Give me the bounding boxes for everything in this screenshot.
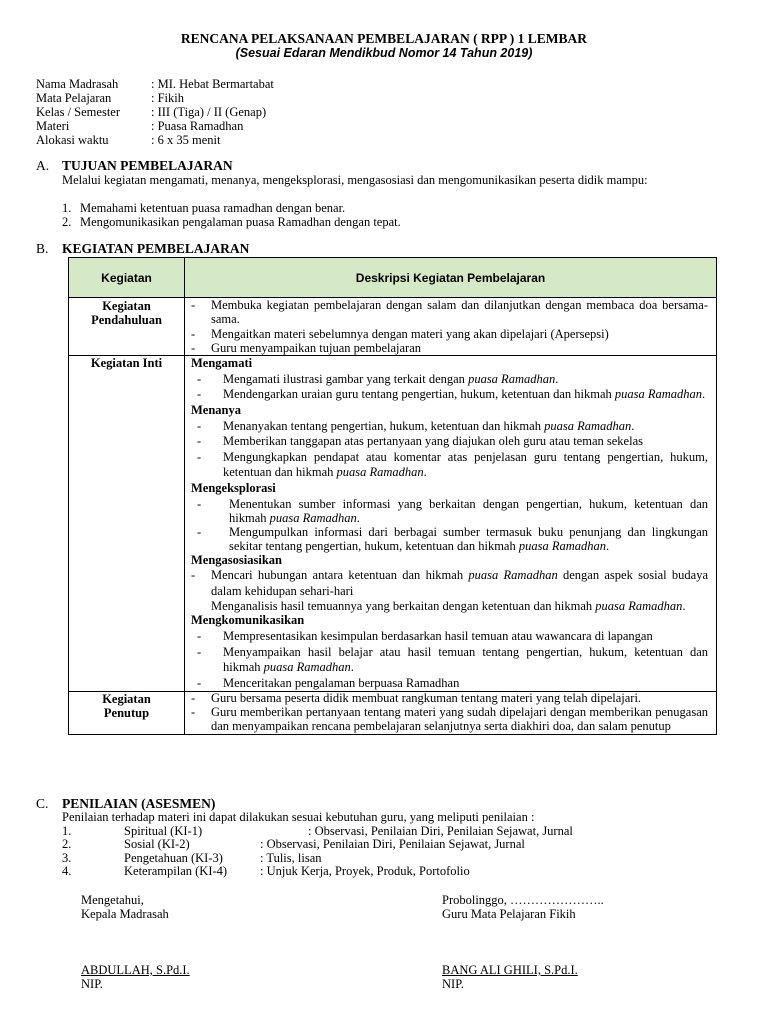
- header-kegiatan: Kegiatan: [69, 258, 185, 298]
- item-text: Guru bersama peserta didik membuat rangkuman tentang materi yang telah dipelajari.: [211, 691, 642, 706]
- row-label-line: Pendahuluan: [91, 313, 162, 327]
- table-row: [69, 356, 717, 692]
- list-item: [62, 215, 401, 229]
- row-desc-penutup: [185, 692, 717, 734]
- assessment-label: Pengetahuan (KI-3): [124, 850, 223, 865]
- section-b-heading: [36, 241, 249, 257]
- dash: -: [197, 524, 202, 539]
- info-row: [36, 91, 274, 105]
- list-item: [191, 676, 708, 692]
- row-label-line: Kegiatan: [102, 299, 151, 313]
- item-text: Menceritakan pengalaman berpuasa Ramadhan: [223, 675, 460, 690]
- section-letter: C.: [36, 796, 49, 811]
- row-label-pendahuluan: [69, 298, 185, 356]
- signature-left-name-block: [81, 963, 190, 991]
- signature-left: [81, 893, 169, 921]
- document-subtitle: (Sesuai Edaran Mendikbud Nomor 14 Tahun 2019): [235, 46, 533, 60]
- item-text: Membuka kegiatan pembelajaran dengan salam dan dilanjutkan dengan membaca doa bersama-sama.: [211, 298, 708, 327]
- list-item: [191, 387, 708, 403]
- item-text: Memberikan tanggapan atas pertanyaan yang diajukan oleh guru atau teman sekelas: [223, 434, 643, 449]
- info-label: Mata Pelajaran: [36, 91, 112, 105]
- subheading-mengeksplorasi: Mengeksplorasi: [191, 480, 276, 495]
- info-row: [36, 119, 274, 133]
- dash: -: [197, 387, 202, 402]
- list-item: [191, 497, 708, 525]
- dash: -: [197, 371, 202, 386]
- header-deskripsi: Deskripsi Kegiatan Pembelajaran: [185, 258, 717, 298]
- item-number: 2.: [62, 215, 72, 229]
- info-row: [36, 133, 274, 147]
- info-value: : Puasa Ramadhan: [151, 119, 244, 133]
- item-text: Menanyakan tentang pengertian, hukum, ketentuan dan hikmah puasa Ramadhan.: [223, 418, 635, 433]
- assessment-value: : Observasi, Penilaian Diri, Penilaian Sejawat, Jurnal: [308, 823, 573, 838]
- table-header-row: [69, 258, 717, 298]
- assessment-value: : Observasi, Penilaian Diri, Penilaian Sejawat, Jurnal: [260, 837, 525, 851]
- dash: -: [197, 434, 202, 449]
- section-a-heading: [36, 158, 233, 174]
- item-number: 1.: [62, 201, 72, 215]
- list-item: [191, 568, 708, 599]
- section-a-intro: Melalui kegiatan mengamati, menanya, mengeksplorasi, mengasosiasi dan mengomunikasikan peserta didik mampu:: [62, 173, 648, 187]
- assessment-intro: Penilaian terhadap materi ini dapat dilakukan sesuai kebutuhan guru, yang meliputi penilaian :: [62, 810, 535, 824]
- item-text: Menentukan sumber informasi yang berkaitan dengan pengertian, hukum, ketentuan dan hikmah puasa Ramadhan.: [229, 496, 708, 525]
- assessment-row: [62, 865, 573, 879]
- dash: -: [191, 705, 196, 720]
- list-item: [191, 419, 708, 435]
- info-value: : III (Tiga) / II (Genap): [151, 105, 267, 119]
- row-label-inti: Kegiatan Inti: [69, 356, 185, 692]
- info-label: Materi: [36, 119, 70, 133]
- signature-nip: NIP.: [81, 977, 103, 991]
- item-text: Mengaitkan materi sebelumnya dengan materi yang akan dipelajari (Apersepsi): [211, 326, 609, 341]
- dash: -: [197, 644, 202, 659]
- list-item: [191, 525, 708, 553]
- signature-name: ABDULLAH, S.Pd.I.: [81, 963, 190, 977]
- item-number: 1.: [62, 823, 72, 838]
- info-value: : MI. Hebat Bermartabat: [151, 77, 274, 91]
- item-number: 2.: [62, 837, 72, 851]
- signature-right: [442, 893, 604, 921]
- table-row: [69, 692, 717, 734]
- subheading-menanya: Menanya: [191, 402, 241, 417]
- assessment-row: [62, 825, 573, 839]
- subheading-mengasosiasikan: Mengasosiasikan: [191, 552, 282, 567]
- list-item: [191, 327, 708, 341]
- assessment-label: Spiritual (KI-1): [124, 823, 203, 838]
- assessment-row: [62, 852, 573, 866]
- subheading-mengamati: Mengamati: [191, 356, 253, 371]
- item-text: Guru memberikan pertanyaan tentang materi yang sudah dipelajari dengan memberikan penugasan dan menyampaikan rencana pembelajaran selanjutnya serta diakhiri doa, dan salam penutup: [211, 705, 708, 733]
- row-desc-pendahuluan: [185, 298, 717, 356]
- document-title: RENCANA PELAKSANAAN PEMBELAJARAN ( RPP ) 1 LEMBAR: [180, 31, 588, 46]
- item-text: Mempresentasikan kesimpulan berdasarkan hasil temuan atau wawancara di lapangan: [223, 628, 653, 643]
- item-text: Menyampaikan hasil belajar atau hasil temuan tentang pengertian, hukum, ketentuan dan hikmah puasa Ramadhan.: [223, 644, 708, 675]
- item-text: Mengumpulkan informasi dari berbagai sumber termasuk buku penunjang dan lingkungan sekitar tentang pengertian, hukum, ketentuan dan hikmah puasa Ramadhan.: [229, 524, 708, 553]
- dash: -: [197, 418, 202, 433]
- assessment-value: : Tulis, lisan: [260, 850, 322, 865]
- signature-role: Kepala Madrasah: [81, 907, 169, 921]
- assessment-row: [62, 838, 573, 852]
- item-text: Mengamati ilustrasi gambar yang terkait dengan puasa Ramadhan.: [223, 371, 559, 386]
- dash: -: [197, 449, 202, 464]
- info-row: [36, 77, 274, 91]
- row-desc-inti: [185, 356, 717, 692]
- signature-line: Probolinggo, …………………..: [442, 893, 604, 907]
- item-text: Mengomunikasikan pengalaman puasa Ramadhan dengan tepat.: [80, 215, 401, 229]
- item-text: Memahami ketentuan puasa ramadhan dengan benar.: [80, 201, 346, 215]
- list-item: [191, 629, 708, 645]
- list-item: [191, 341, 708, 355]
- dash: -: [191, 298, 196, 312]
- assessment-label: Sosial (KI-2): [124, 837, 190, 851]
- list-item: [191, 706, 708, 734]
- signature-name: BANG ALI GHILI, S.Pd.I.: [442, 963, 578, 977]
- info-label: Kelas / Semester: [36, 105, 121, 119]
- dash: -: [191, 691, 196, 706]
- info-label: Nama Madrasah: [36, 77, 119, 91]
- row-label-penutup: [69, 692, 185, 734]
- dash: -: [191, 340, 196, 355]
- section-letter: A.: [36, 158, 50, 173]
- info-row: [36, 105, 274, 119]
- assessment-label: Keterampilan (KI-4): [124, 864, 228, 878]
- dash: -: [197, 496, 202, 511]
- list-item: [191, 450, 708, 481]
- section-title: PENILAIAN (ASESMEN): [62, 796, 216, 811]
- info-value: : 6 x 35 menit: [151, 133, 221, 147]
- paragraph-menganalisis: Menganalisis hasil temuannya yang berkaitan dengan ketentuan dan hikmah puasa Ramadhan.: [211, 599, 686, 614]
- signature-right-name-block: [442, 963, 578, 991]
- row-label-line: Penutup: [103, 706, 150, 721]
- activity-table: [68, 257, 717, 735]
- dash: -: [197, 628, 202, 643]
- item-number: 3.: [62, 850, 72, 865]
- item-text: Mendengarkan uraian guru tentang pengertian, hukum, ketentuan dan hikmah puasa Ramadhan.: [223, 387, 706, 402]
- item-text: Guru menyampaikan tujuan pembelajaran: [211, 340, 421, 355]
- info-value: : Fikih: [151, 91, 184, 105]
- section-title: KEGIATAN PEMBELAJARAN: [62, 241, 250, 256]
- subheading-mengkomunikasikan: Mengkomunikasikan: [191, 613, 305, 628]
- item-text: Mencari hubungan antara ketentuan dan hikmah puasa Ramadhan dengan aspek sosial budaya dalam kehidupan sehari-hari: [211, 568, 708, 598]
- assessment-block: [62, 811, 573, 879]
- list-item: [62, 201, 401, 215]
- identity-block: [36, 77, 274, 147]
- list-item: [191, 298, 708, 327]
- list-item: [191, 434, 708, 450]
- table-row: [69, 298, 717, 356]
- signature-nip: NIP.: [442, 977, 464, 991]
- dash: -: [191, 568, 196, 583]
- assessment-value: : Unjuk Kerja, Proyek, Produk, Portofolio: [260, 864, 470, 878]
- section-letter: B.: [36, 241, 49, 256]
- signature-role: Guru Mata Pelajaran Fikih: [442, 907, 576, 921]
- row-label-line: Kegiatan: [102, 692, 151, 707]
- signature-line: Mengetahui,: [81, 893, 144, 907]
- item-number: 4.: [62, 864, 72, 878]
- section-title: TUJUAN PEMBELAJARAN: [62, 158, 233, 173]
- dash: -: [197, 675, 202, 690]
- dash: -: [191, 326, 196, 341]
- info-label: Alokasi waktu: [36, 133, 109, 147]
- list-item: [191, 645, 708, 676]
- list-item: [191, 692, 708, 706]
- item-text: Mengungkapkan pendapat atau komentar atas penjelasan guru tentang pengertian, hukum, ketentuan dan hikmah puasa Ramadhan.: [223, 449, 708, 480]
- list-item: [191, 372, 708, 388]
- objective-list: [62, 201, 401, 229]
